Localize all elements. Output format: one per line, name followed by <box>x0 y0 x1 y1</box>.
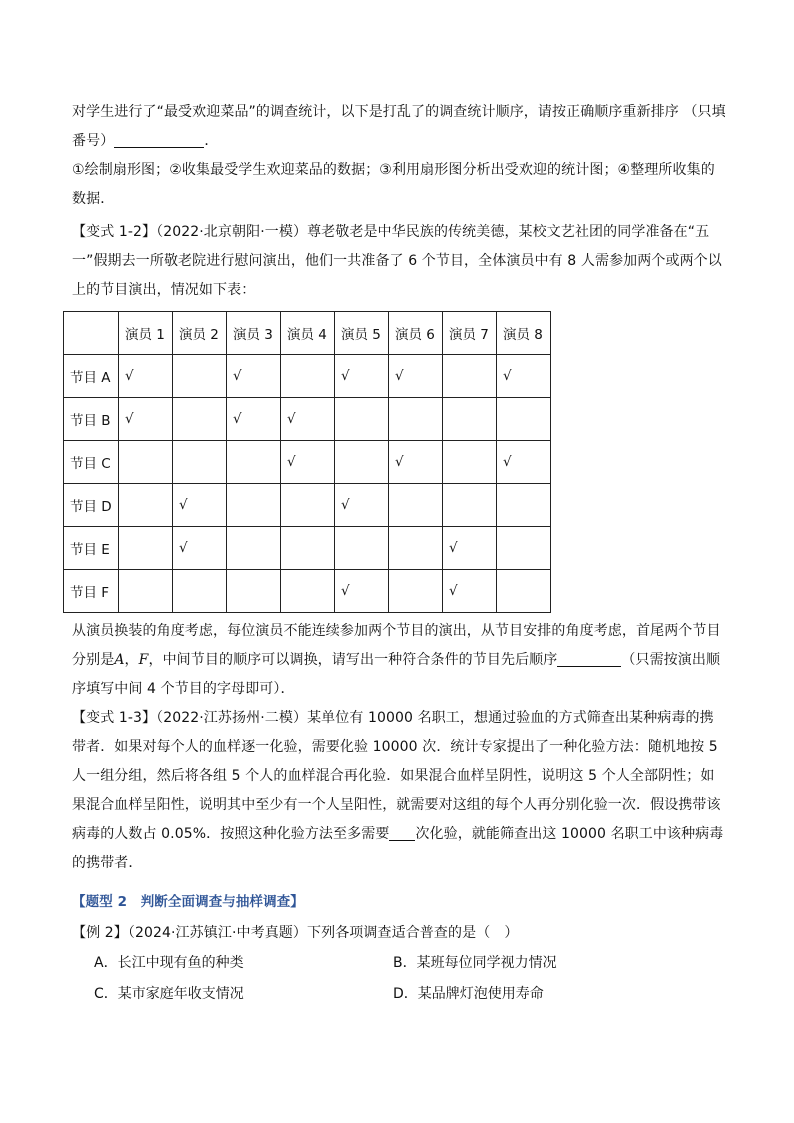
table-cell <box>227 441 281 484</box>
var-a: A <box>114 652 125 668</box>
example-2 <box>72 919 727 948</box>
table-cell <box>443 355 497 398</box>
option-d[interactable]: D．某品牌灯泡使用寿命 <box>393 986 544 1002</box>
table-cell <box>389 570 443 613</box>
table-cell: √ <box>335 484 389 527</box>
table-cell <box>497 527 551 570</box>
table-cell <box>119 441 173 484</box>
row-header: 节目 C <box>64 441 119 484</box>
table-cell: √ <box>119 355 173 398</box>
variant-label: 【变式 1-3】 <box>72 710 157 726</box>
table-cell <box>173 570 227 613</box>
variant-text: 尊老敬老是中华民族的传统美德，某校文艺社团的同学准备在“五一”假期去一所敬老院进行慰问演出，他们一共准备了 6 个节目，全体演员中有 8 人需参加两个或两个以上的节目演出，情况如下表： <box>72 224 722 298</box>
intro-text: 对学生进行了“最受欢迎菜品”的调查统计，以下是打乱了的调查统计顺序，请按正确顺序重新排序 （只填番号） <box>72 104 726 149</box>
column-header: 演员 6 <box>389 312 443 355</box>
intro-end: ． <box>204 133 219 149</box>
table-cell <box>281 484 335 527</box>
performance-table <box>63 311 551 613</box>
table-row <box>64 527 551 570</box>
section-heading: 【题型 2 判断全面调查与抽样调查】 <box>72 894 304 910</box>
comma: ， <box>124 652 139 668</box>
table-cell <box>119 484 173 527</box>
table-cell <box>119 527 173 570</box>
table-row <box>64 355 551 398</box>
table-row <box>64 441 551 484</box>
variant-1-3 <box>72 704 727 878</box>
table-cell: √ <box>119 398 173 441</box>
variant-text-1: 某单位有 10000 名职工，想通过验血的方式筛查出某种病毒的携带者．如果对每个人的血样逐一化验，需要化验 10000 次．统计专家提出了一种化验方法：随机地按 5 人一组分组，然后将各组 5 个人的血样混合再化验．如果混合血样呈阴性，说明这 5 个人全部阴性；如果混合血样呈阳性，说明其中至少有一个人呈阳性，就需要对这组的每个人再分别化验一次．假设携带该病毒的人数占 0.05%．按照这种化验方法至多需要 <box>72 710 721 842</box>
answer-blank <box>389 824 415 841</box>
table-cell: √ <box>497 441 551 484</box>
column-header: 演员 3 <box>227 312 281 355</box>
variant-source: （2022·北京朝阳·一模） <box>156 224 308 240</box>
variant-label: 【变式 1-2】 <box>72 224 157 240</box>
table-cell <box>173 355 227 398</box>
table-corner-cell <box>64 312 119 355</box>
column-header: 演员 1 <box>119 312 173 355</box>
table-cell <box>173 398 227 441</box>
question-intro <box>72 98 727 156</box>
example-source: （2024·江苏镇江·中考真题） <box>127 925 307 941</box>
row-header: 节目 A <box>64 355 119 398</box>
table-cell <box>497 484 551 527</box>
var-f: F <box>138 652 149 668</box>
row-header: 节目 E <box>64 527 119 570</box>
variant-source: （2022·江苏扬州·二模） <box>156 710 308 726</box>
table-cell <box>497 398 551 441</box>
table-cell <box>281 527 335 570</box>
table-cell <box>335 398 389 441</box>
row-header: 节目 F <box>64 570 119 613</box>
table-cell <box>227 527 281 570</box>
survey-steps: ①绘制扇形图；②收集最受学生欢迎菜品的数据；③利用扇形图分析出受欢迎的统计图；④整理所收集的数据． <box>72 162 715 207</box>
table-cell: √ <box>281 441 335 484</box>
table-cell: √ <box>173 484 227 527</box>
option-c[interactable]: C．某市家庭年收支情况 <box>94 986 244 1002</box>
table-cell: √ <box>281 398 335 441</box>
table-cell: √ <box>497 355 551 398</box>
table-cell: √ <box>227 355 281 398</box>
column-header: 演员 2 <box>173 312 227 355</box>
row-header: 节目 B <box>64 398 119 441</box>
option-a[interactable]: A．长江中现有鱼的种类 <box>94 955 244 971</box>
table-row <box>64 484 551 527</box>
table-cell <box>443 484 497 527</box>
table-row <box>64 570 551 613</box>
question-text-part1: 从演员换装的角度考虑，每位演员不能连续参加两个节目的演出，从节目安排的角度考虑，首尾两个节目分别是 <box>72 623 721 668</box>
table-cell <box>173 441 227 484</box>
table-row <box>64 398 551 441</box>
column-header: 演员 7 <box>443 312 497 355</box>
options <box>72 948 712 1010</box>
table-cell: √ <box>227 398 281 441</box>
option-b[interactable]: B．某班每位同学视力情况 <box>393 955 557 971</box>
table-cell <box>119 570 173 613</box>
table-cell <box>281 570 335 613</box>
table-cell <box>335 527 389 570</box>
table-cell: √ <box>443 527 497 570</box>
column-header: 演员 4 <box>281 312 335 355</box>
table-cell <box>389 398 443 441</box>
table-cell <box>443 398 497 441</box>
column-header: 演员 8 <box>497 312 551 355</box>
table-cell <box>389 484 443 527</box>
answer-blank <box>557 650 621 667</box>
variant-1-2-question <box>72 617 727 704</box>
table-cell <box>389 527 443 570</box>
table-cell <box>227 484 281 527</box>
question-text-part3: （只需按演出顺序填写中间 4 个节目的字母即可）． <box>72 652 721 697</box>
example-text: 下列各项调查适合普查的是（ ） <box>307 925 519 941</box>
variant-text-2: 次化验，就能筛查出这 10000 名职工中该种病毒的携带者． <box>72 826 724 871</box>
column-header: 演员 5 <box>335 312 389 355</box>
table-cell <box>443 441 497 484</box>
table-cell: √ <box>173 527 227 570</box>
table-cell: √ <box>443 570 497 613</box>
table-cell <box>497 570 551 613</box>
row-header: 节目 D <box>64 484 119 527</box>
example-label: 【例 2】 <box>72 925 128 941</box>
table-cell: √ <box>335 570 389 613</box>
table-cell <box>281 355 335 398</box>
answer-blank <box>114 131 204 148</box>
table-cell: √ <box>389 355 443 398</box>
table-cell: √ <box>389 441 443 484</box>
document-page <box>72 98 727 1010</box>
variant-1-2 <box>72 218 727 305</box>
table-header-row <box>64 312 551 355</box>
table-cell <box>335 441 389 484</box>
table-cell: √ <box>335 355 389 398</box>
question-text-part2: ，中间节目的顺序可以调换，请写出一种符合条件的节目先后顺序 <box>148 652 558 668</box>
table-cell <box>227 570 281 613</box>
